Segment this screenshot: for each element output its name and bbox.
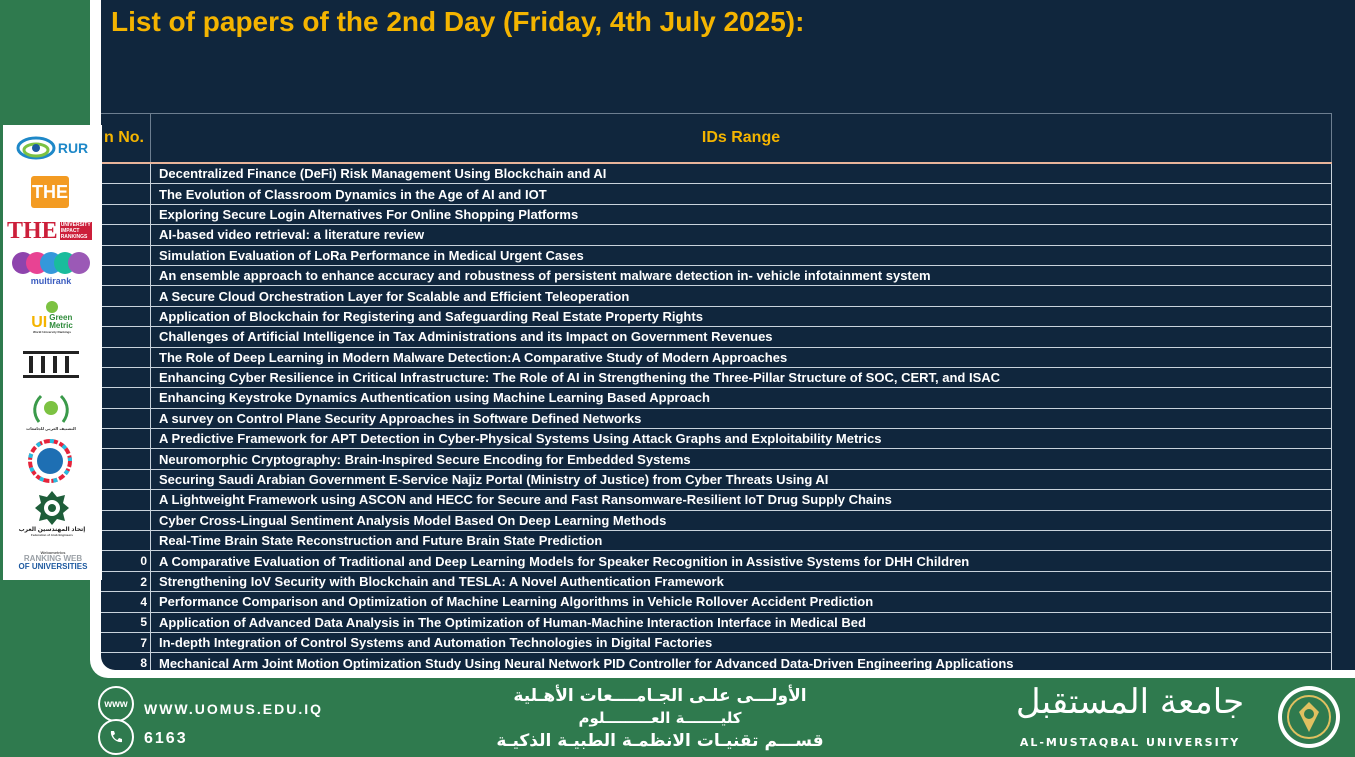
- columns-building-icon: [21, 349, 81, 379]
- arab-engineers-logo: [17, 487, 87, 539]
- table-row: [101, 653, 1332, 670]
- table-row: [101, 449, 1332, 469]
- table-row: [101, 184, 1332, 204]
- paper-title: Simulation Evaluation of LoRa Performance in Medical Urgent Cases: [151, 245, 1332, 265]
- content-panel: [101, 0, 1355, 670]
- table-row: [101, 306, 1332, 326]
- footer-arabic-line-3: قســـم تقنيـات الانظمـة الطبيـة الذكيـة: [496, 731, 824, 751]
- paper-title: Challenges of Artificial Intelligence in Tax Administrations and its Impact on Government Revenues: [151, 327, 1332, 347]
- webometrics-logo: [11, 549, 95, 571]
- footer-arabic-line-1: الأولـــى علـى الجـامــــعات الأهـلية: [513, 686, 807, 706]
- greenmetric-globe-icon: [42, 300, 62, 314]
- the-logo-text: THE: [32, 181, 68, 202]
- table-row: [101, 612, 1332, 632]
- table-row: [101, 286, 1332, 306]
- row-number: [101, 490, 151, 510]
- table-row: [101, 551, 1332, 571]
- table-row: [101, 347, 1332, 367]
- multirank-label: multirank: [30, 276, 72, 286]
- paper-title: Exploring Secure Login Alternatives For Online Shopping Platforms: [151, 204, 1332, 224]
- table-row: [101, 429, 1332, 449]
- paper-title: An ensemble approach to enhance accuracy and robustness of persistent malware detection in- vehicle infotainment system: [151, 265, 1332, 285]
- greenmetric-caption: World University Rankings: [32, 330, 72, 334]
- paper-title: Neuromorphic Cryptography: Brain-Inspired Secure Encoding for Embedded Systems: [151, 449, 1332, 469]
- table-row: [101, 469, 1332, 489]
- row-number: [101, 265, 151, 285]
- the-impact-line1: UNIVERSITY: [60, 222, 91, 228]
- paper-title: Securing Saudi Arabian Government E-Service Najiz Portal (Ministry of Justice) from Cyber Threats Using AI: [151, 469, 1332, 489]
- university-name-english: AL-MUSTAQBAL UNIVERSITY: [1019, 736, 1241, 749]
- row-number: [101, 408, 151, 428]
- greenmetric-ui: UI: [31, 313, 48, 331]
- rur-logo: [7, 131, 97, 165]
- paper-title: The Evolution of Classroom Dynamics in the Age of AI and IOT: [151, 184, 1332, 204]
- table-row: [101, 225, 1332, 245]
- row-number: [101, 163, 151, 184]
- laurel-wreath-icon: [31, 392, 71, 426]
- paper-title: Real-Time Brain State Reconstruction and Future Brain State Prediction: [151, 531, 1332, 551]
- table-row: [101, 531, 1332, 551]
- arab-ranking-caption: التصنيف العربي للجامعات: [26, 425, 76, 431]
- row-number: [101, 429, 151, 449]
- row-number: 7: [101, 632, 151, 652]
- the-logo: [31, 176, 69, 208]
- table-row: [101, 367, 1332, 387]
- table-row: [101, 510, 1332, 530]
- row-number: 4: [101, 592, 151, 612]
- paper-title: A Predictive Framework for APT Detection in Cyber-Physical Systems Using Attack Graphs and Exploitability Metrics: [151, 429, 1332, 449]
- row-number: [101, 306, 151, 326]
- phone-icon: [98, 719, 134, 755]
- table-row: [101, 204, 1332, 224]
- webometrics-label: Webometrics: [40, 549, 66, 555]
- row-number: 0: [101, 551, 151, 571]
- table-row: [101, 490, 1332, 510]
- row-number: [101, 510, 151, 530]
- paper-title: Decentralized Finance (DeFi) Risk Management Using Blockchain and AI: [151, 163, 1332, 184]
- paper-title: A Comparative Evaluation of Traditional and Deep Learning Models for Speaker Recognition in Assistive Systems for DHH Children: [151, 551, 1332, 571]
- table-row: [101, 571, 1332, 591]
- row-number: [101, 204, 151, 224]
- column-header-ids-range: IDs Range: [151, 114, 1332, 164]
- row-number: [101, 367, 151, 387]
- arab-engineers-english: Federation of Arab Engineers: [31, 532, 73, 537]
- row-number: [101, 245, 151, 265]
- table-header-row: [101, 114, 1332, 164]
- row-number: [101, 327, 151, 347]
- table-row: [101, 327, 1332, 347]
- papers-table: [101, 113, 1332, 670]
- the-impact-sub: [60, 222, 92, 240]
- footer: [0, 678, 1355, 757]
- sdg-wheel-icon: [28, 439, 72, 483]
- greenmetric-green: Green: [49, 313, 73, 322]
- row-number: 5: [101, 612, 151, 632]
- website-icon: [98, 686, 134, 722]
- row-number: [101, 388, 151, 408]
- paper-title: A survey on Control Plane Security Approaches in Software Defined Networks: [151, 408, 1332, 428]
- greenmetric-metric: Metric: [49, 321, 73, 330]
- university-seal-logo: [1276, 684, 1342, 750]
- row-number: [101, 184, 151, 204]
- paper-title: Performance Comparison and Optimization of Machine Learning Algorithms in Vehicle Rollover Accident Prediction: [151, 592, 1332, 612]
- row-number: [101, 469, 151, 489]
- table-row: [101, 388, 1332, 408]
- multirank-circles-icon: [9, 250, 93, 276]
- table-row: [101, 408, 1332, 428]
- paper-title: A Secure Cloud Orchestration Layer for Scalable and Efficient Teleoperation: [151, 286, 1332, 306]
- paper-title: Enhancing Cyber Resilience in Critical Infrastructure: The Role of AI in Strengthening the Three-Pillar Structure of SOC, CERT, and ISAC: [151, 367, 1332, 387]
- column-header-no: n No.: [101, 114, 151, 164]
- paper-title: Application of Blockchain for Registering and Safeguarding Real Estate Property Rights: [151, 306, 1332, 326]
- webometrics-universities: OF UNIVERSITIES: [18, 561, 88, 571]
- the-impact-main: THE: [7, 217, 58, 244]
- the-impact-line2: IMPACT: [60, 228, 92, 234]
- rur-eye-icon: [16, 132, 56, 164]
- paper-title: Mechanical Arm Joint Motion Optimization Study Using Neural Network PID Controller for Advanced Data-Driven Engineering Applications: [151, 653, 1332, 670]
- webometrics-ranking: RANKING WEB: [23, 553, 83, 563]
- multirank-logo: [7, 249, 95, 287]
- pillars-logo: [21, 347, 81, 381]
- the-impact-line3: RANKINGS: [60, 234, 92, 240]
- www-icon-label: www: [104, 698, 128, 710]
- phone-handset-icon: [108, 729, 124, 745]
- the-impact-logo: [7, 217, 93, 245]
- engineers-emblem-icon: [34, 490, 70, 526]
- page-title: List of papers of the 2nd Day (Friday, 4th July 2025):: [111, 6, 805, 37]
- arab-ranking-logo: [23, 389, 79, 433]
- website-link[interactable]: WWW.UOMUS.EDU.IQ: [144, 701, 323, 717]
- ranking-logos-strip: [3, 125, 102, 580]
- arab-engineers-arabic: إتحاد المهندسين العرب: [18, 526, 86, 533]
- row-number: [101, 347, 151, 367]
- university-seal-icon: [1276, 684, 1342, 750]
- paper-title: Strengthening IoV Security with Blockchain and TESLA: A Novel Authentication Framework: [151, 571, 1332, 591]
- rur-label: RUR: [57, 140, 89, 156]
- footer-arabic-line-2: كليـــــــة العـــــــــلوم: [578, 709, 742, 727]
- greenmetric-words: [49, 314, 73, 330]
- paper-title: In-depth Integration of Control Systems and Automation Technologies in Digital Factories: [151, 632, 1332, 652]
- table-row: [101, 265, 1332, 285]
- row-number: 2: [101, 571, 151, 591]
- phone-number: 6163: [144, 730, 188, 747]
- table-row: [101, 592, 1332, 612]
- row-number: 8: [101, 653, 151, 670]
- row-number: [101, 286, 151, 306]
- table-row: [101, 163, 1332, 184]
- paper-title: Application of Advanced Data Analysis in The Optimization of Human-Machine Interaction Interface in Medical Bed: [151, 612, 1332, 632]
- paper-title: A Lightweight Framework using ASCON and HECC for Secure and Fast Ransomware-Resilient IoT Drug Supply Chains: [151, 490, 1332, 510]
- university-name-arabic: جامعة المستقبل: [1015, 682, 1245, 722]
- paper-title: The Role of Deep Learning in Modern Malware Detection:A Comparative Study of Modern Approaches: [151, 347, 1332, 367]
- greenmetric-text: [31, 314, 73, 330]
- paper-title: Cyber Cross-Lingual Sentiment Analysis Model Based On Deep Learning Methods: [151, 510, 1332, 530]
- table-row: [101, 632, 1332, 652]
- greenmetric-logo: [17, 295, 87, 339]
- row-number: [101, 225, 151, 245]
- row-number: [101, 531, 151, 551]
- sdg-wheel-logo: [25, 439, 75, 483]
- row-number: [101, 449, 151, 469]
- paper-title: Enhancing Keystroke Dynamics Authentication using Machine Learning Based Approach: [151, 388, 1332, 408]
- paper-title: AI-based video retrieval: a literature review: [151, 225, 1332, 245]
- table-row: [101, 245, 1332, 265]
